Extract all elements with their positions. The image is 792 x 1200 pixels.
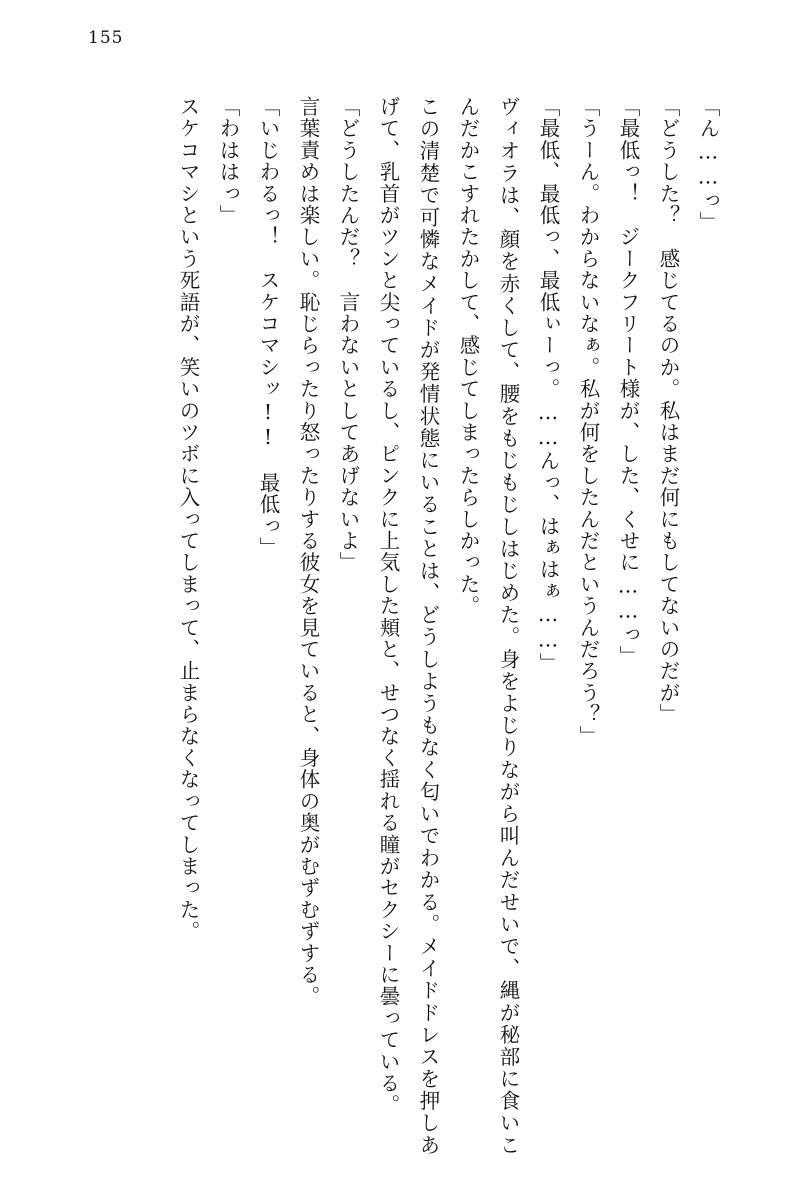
paragraph: 「どうした？ 感じてるのか。私はまだ何にもしてないのだが」: [656, 96, 680, 726]
paragraph: この清楚で可憐なメイドが発情状態にいることは、どうしようもなく匂いでわかる。メイドドレスを押しあげて、乳首がツンと尖っているし、ピンクに上気した頬と、せつなく揺れる瞳がセクシーに曇っている。: [376, 96, 440, 1156]
paragraph: 「うーん。わからないなぁ。私が何をしたんだというんだろう？」: [576, 96, 600, 747]
page-text-body: [56, 96, 728, 1156]
page-number: 155: [88, 28, 124, 48]
paragraph: 「最低、最低っ、最低ぃーっ。……んっ、はぁはぁ……」: [536, 96, 560, 675]
paragraph: スケコマシという死語が、笑いのツボに入ってしまって、止まらなくなってしまった。: [176, 96, 200, 943]
paragraph: 「ん……っ」: [696, 96, 720, 234]
paragraph: 「いじわるっ！ スケコマシッ!! 最低っ」: [256, 96, 280, 559]
paragraph: 「わははっ」: [216, 96, 240, 227]
paragraph: 「どうしたんだ？ 言わないとしてあげないよ」: [336, 96, 360, 574]
paragraph: 「最低っ！ ジークフリート様が、した、くせに……っ」: [616, 96, 640, 668]
paragraph: ヴィオラは、顔を赤くして、腰をもじもじしはじめた。身をよじりながら叫んだせいで、縄が秘部に食いこんだかこすれたかして、感じてしまったらしかった。: [456, 96, 520, 1156]
paragraph: 言葉責めは楽しい。恥じらったり怒ったりする彼女を見ていると、身体の奥がむずむずする。: [296, 96, 320, 1008]
